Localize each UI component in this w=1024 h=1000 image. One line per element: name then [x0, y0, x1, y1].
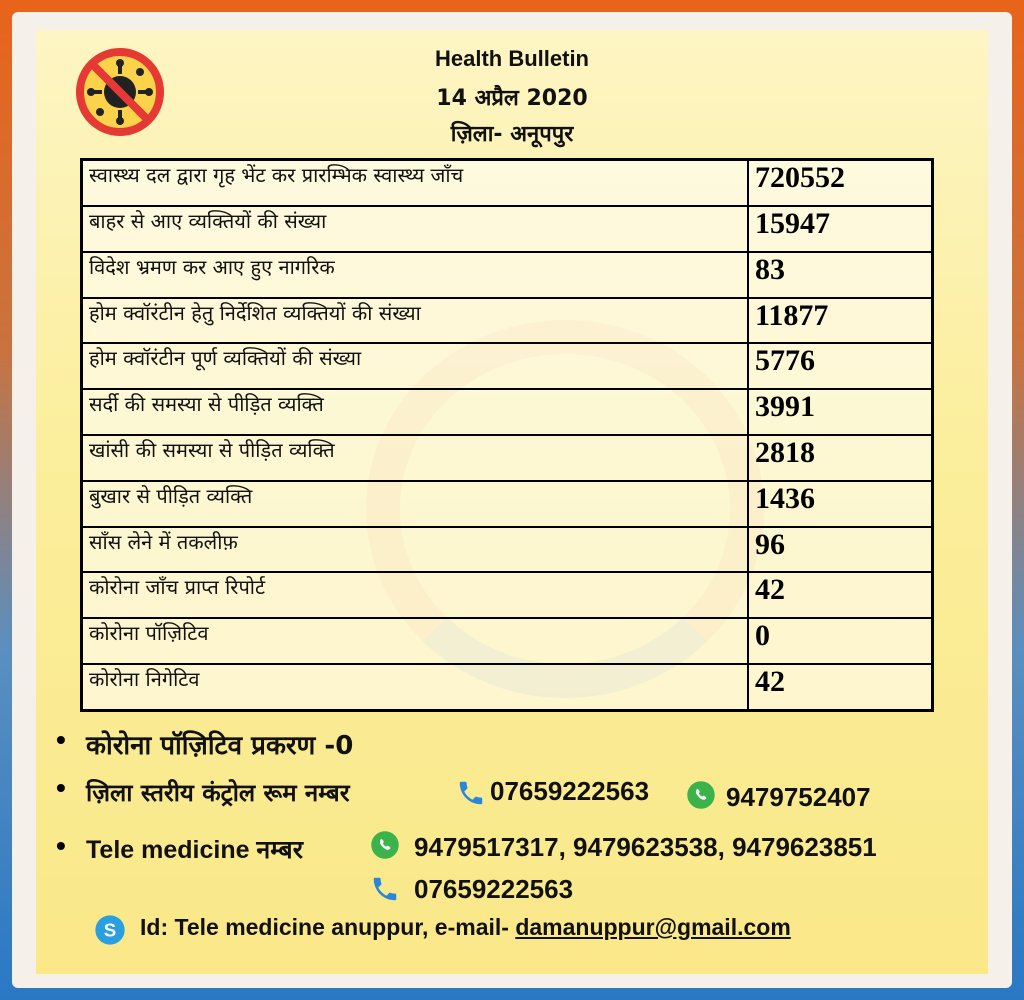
tele-medicine-whatsapp-numbers[interactable]: 9479517317, 9479623538, 9479623851 [414, 832, 877, 862]
whatsapp-icon [370, 830, 400, 860]
tele-medicine-label: Tele medicine नम्बर [86, 836, 303, 864]
row-value: 5776 [748, 343, 933, 389]
row-value: 1436 [748, 481, 933, 527]
row-value: 0 [748, 618, 933, 664]
district-name: ज़िला- अनूपपुर [450, 122, 574, 147]
svg-text:S: S [103, 919, 117, 941]
row-value: 96 [748, 527, 933, 573]
table-row [82, 160, 933, 206]
table-row [82, 206, 933, 252]
bullet-dot: • [56, 830, 66, 861]
skype-icon [94, 914, 126, 946]
email-link[interactable]: damanuppur@gmail.com [515, 914, 791, 940]
row-label: कोरोना निगेटिव [82, 664, 749, 711]
row-label: बुखार से पीड़ित व्यक्ति [82, 481, 749, 527]
phone-icon [456, 778, 486, 808]
whatsapp-icon [686, 780, 716, 810]
row-label: साँस लेने में तकलीफ़ [82, 527, 749, 573]
row-label: विदेश भ्रमण कर आए हुए नागरिक [82, 252, 749, 298]
table-row [82, 389, 933, 435]
table-row [82, 298, 933, 344]
row-label: कोरोना जाँच प्राप्त रिपोर्ट [82, 572, 749, 618]
row-value: 42 [748, 572, 933, 618]
table-row [82, 664, 933, 711]
row-value: 720552 [748, 160, 933, 206]
bulletin-title: Health Bulletin [434, 46, 589, 71]
row-value: 11877 [748, 298, 933, 344]
row-value: 3991 [748, 389, 933, 435]
bullet-dot: • [56, 772, 66, 803]
positive-cases-line: कोरोना पॉज़िटिव प्रकरण -0 [86, 731, 354, 761]
control-room-whatsapp[interactable]: 9479752407 [726, 782, 871, 812]
table-row [82, 618, 933, 664]
row-value: 42 [748, 664, 933, 711]
row-value: 83 [748, 252, 933, 298]
control-room-phone[interactable]: 07659222563 [490, 776, 650, 806]
statistics-table [80, 158, 934, 712]
phone-icon [370, 874, 400, 904]
footer-id-text: Id: Tele medicine anuppur, e-mail- [140, 914, 516, 940]
row-label: होम क्वॉरंटीन पूर्ण व्यक्तियों की संख्या [82, 343, 749, 389]
footer-contact [140, 914, 791, 941]
row-label: खांसी की समस्या से पीड़ित व्यक्ति [82, 435, 749, 481]
tele-medicine-phone[interactable]: 07659222563 [414, 874, 574, 904]
table-row [82, 252, 933, 298]
table-row [82, 481, 933, 527]
bulletin-date: 14 अप्रैल 2020 [436, 86, 588, 111]
row-value: 2818 [748, 435, 933, 481]
table-row [82, 527, 933, 573]
table-row [82, 435, 933, 481]
row-label: होम क्वॉरंटीन हेतु निर्देशित व्यक्तियों की संख्या [82, 298, 749, 344]
row-value: 15947 [748, 206, 933, 252]
table-row [82, 343, 933, 389]
control-room-label: ज़िला स्तरीय कंट्रोल रूम नम्बर [86, 779, 350, 807]
row-label: सर्दी की समस्या से पीड़ित व्यक्ति [82, 389, 749, 435]
table-row [82, 572, 933, 618]
row-label: कोरोना पॉज़िटिव [82, 618, 749, 664]
row-label: स्वास्थ्य दल द्वारा गृह भेंट कर प्रारम्भिक स्वास्थ्य जाँच [82, 160, 749, 206]
row-label: बाहर से आए व्यक्तियों की संख्या [82, 206, 749, 252]
bullet-dot: • [56, 724, 66, 755]
